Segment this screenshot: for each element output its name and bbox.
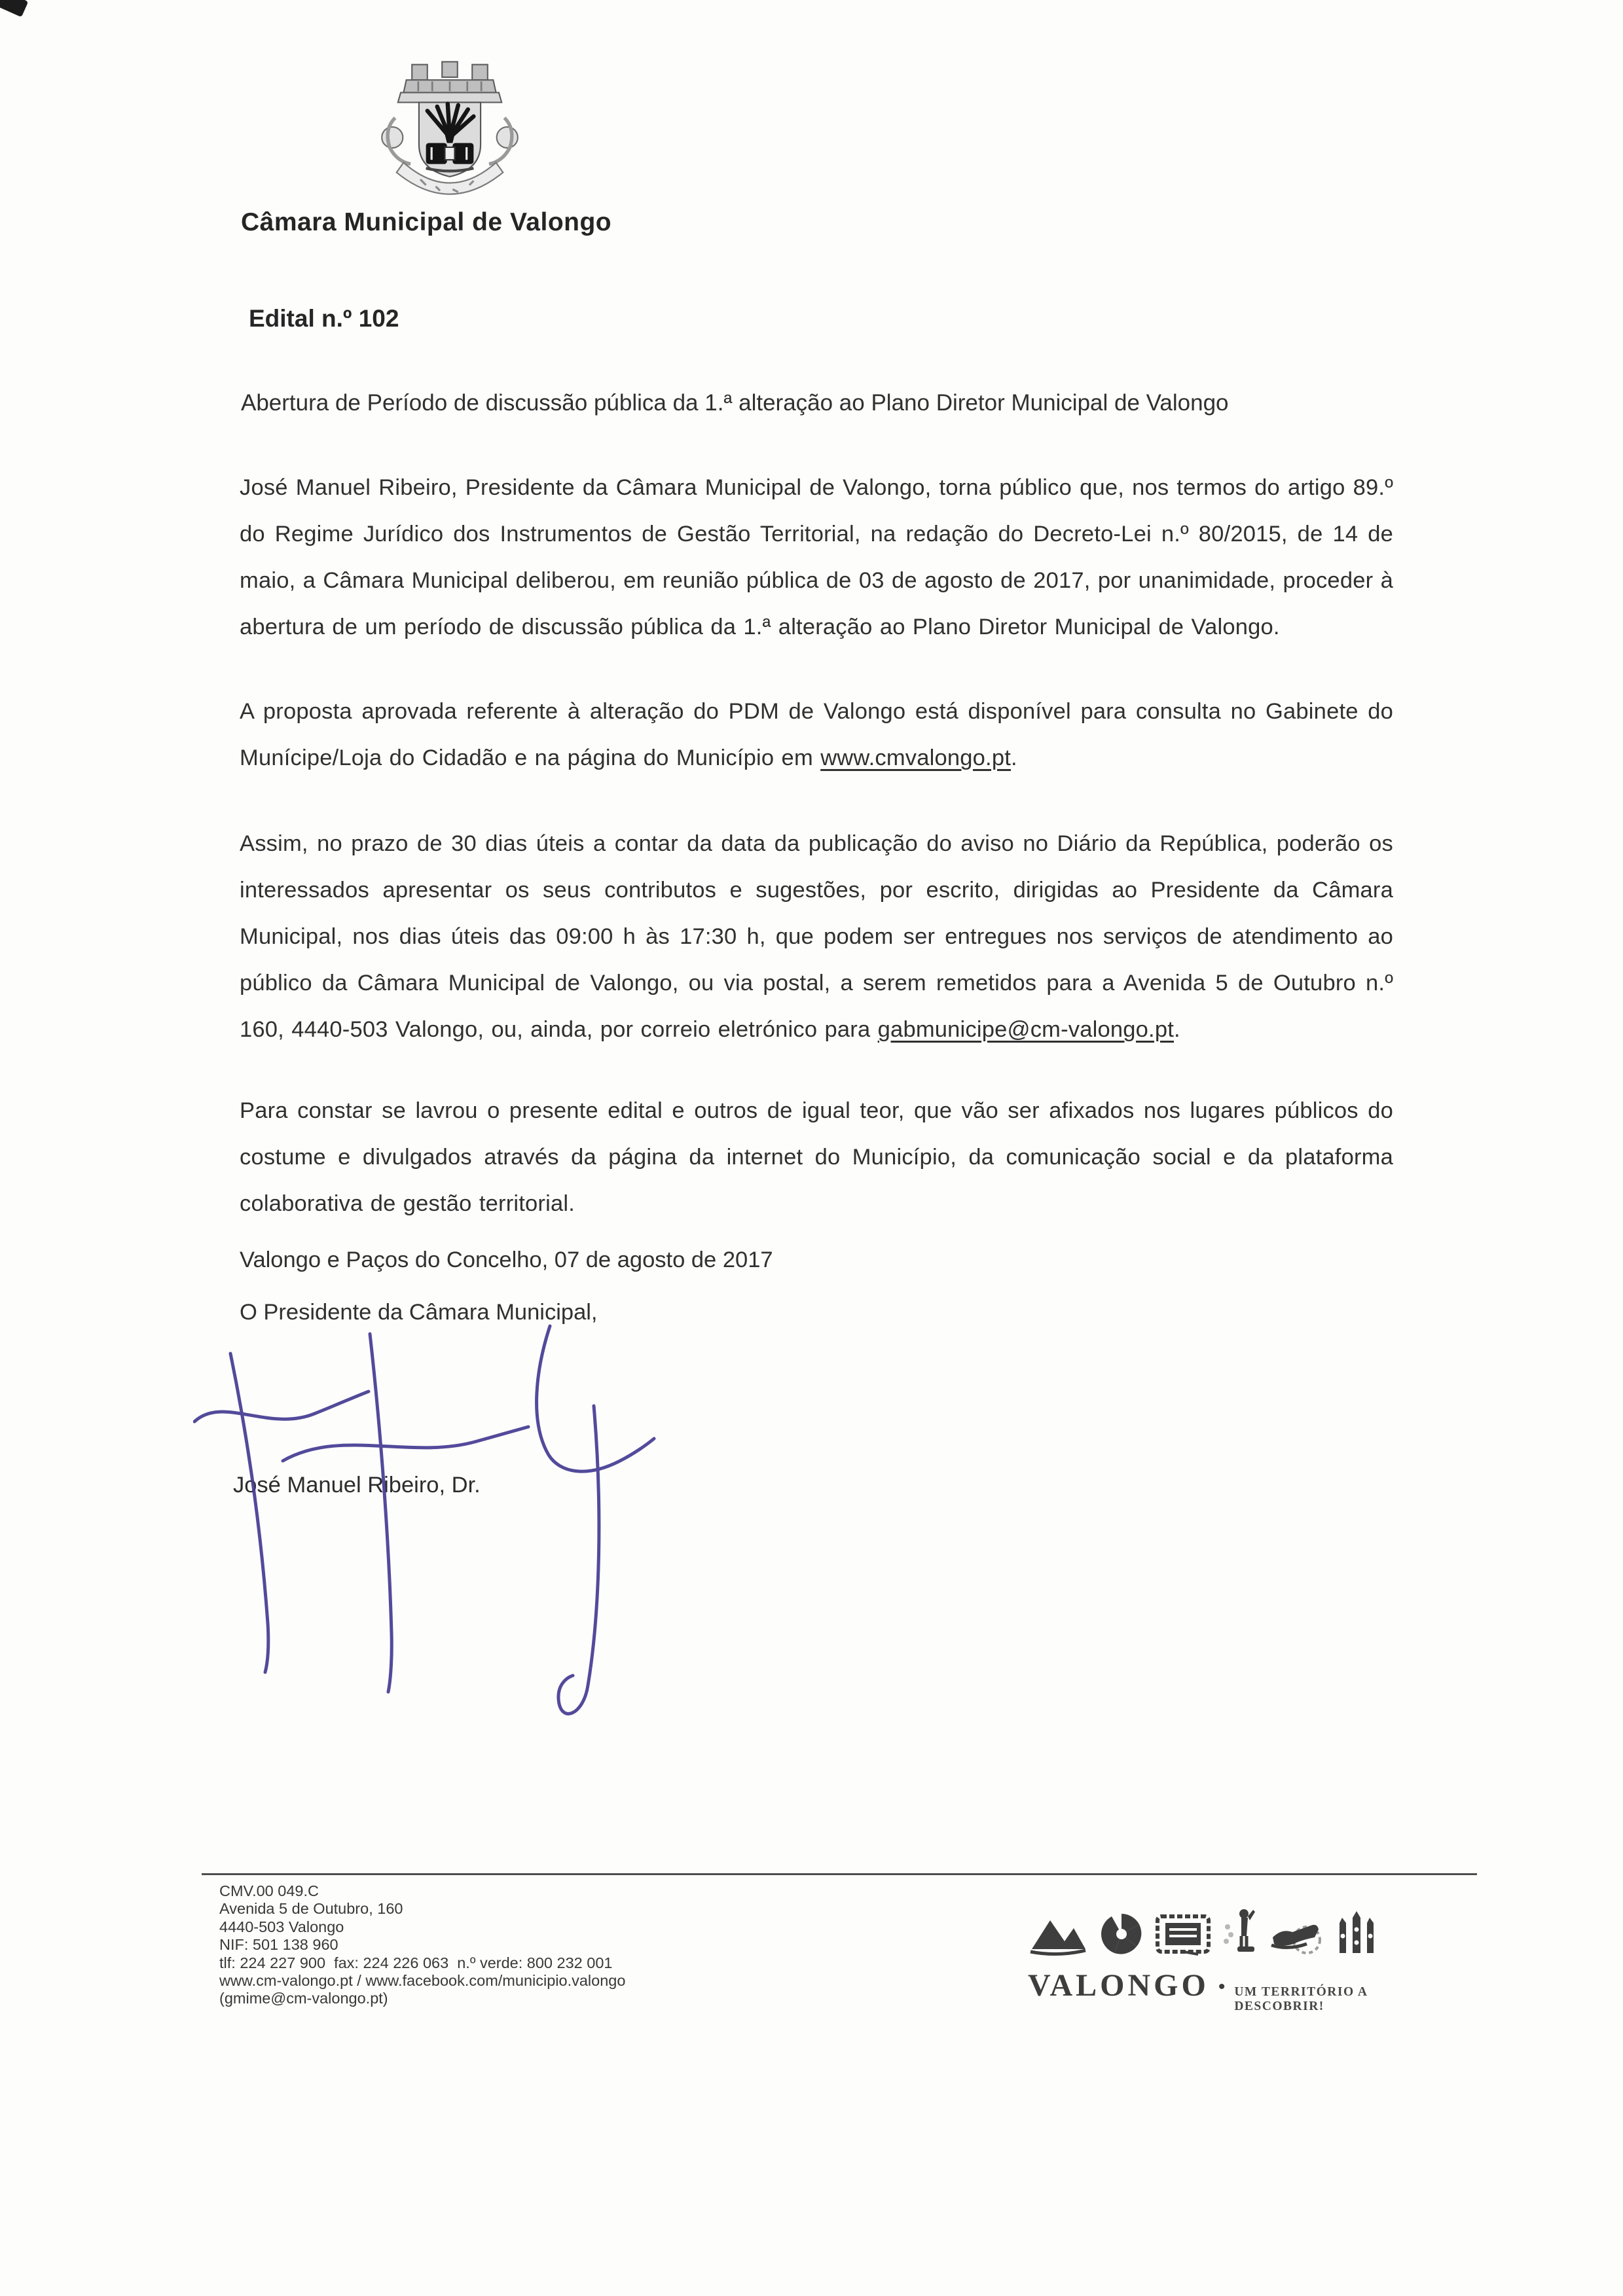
paragraph-4: Para constar se lavrou o presente edital e outros de igual teor, que vão ser afixados nos lugares públicos do costume e divulgados através da página da internet do Município, da comunicação social e da plataforma colaborativa de gestão territorial. (240, 1098, 1393, 1216)
brand-slogan: UM TERRITÓRIO A DESCOBRIR! (1234, 1985, 1368, 2013)
paragraph-2 (240, 689, 1393, 781)
footer-info-block (219, 1882, 625, 2008)
org-name: Câmara Municipal de Valongo (241, 208, 612, 236)
paragraph-3-text: Assim, no prazo de 30 dias úteis a contar da data da publicação do aviso no Diário da República, poderão os interessados apresentar os seus contributos e sugestões, por escrito, dirigidas ao Presidente da Câmara Municipal, nos dias úteis das 09:00 h às 17:30 h, que podem ser entregues nos serviços de atendimento ao público da Câmara Municipal de Valongo, ou via postal, a serem remetidos para a Avenida 5 de Outubro n.º 160, 4440-503 Valongo, ou, ainda, por correio eletrónico para (240, 831, 1393, 1042)
brand-name: VALONGO (1028, 1968, 1209, 2003)
paragraph-1: José Manuel Ribeiro, Presidente da Câmara Municipal de Valongo, torna público que, nos termos do artigo 89.º do Regime Jurídico dos Instrumentos de Gestão Territorial, na redação do Decreto-Lei n.º 80/2015, de 14 de maio, a Câmara Municipal deliberou, em reunião pública de 03 de agosto de 2017, por unanimidade, proceder à abertura de um período de discussão pública da 1.ª alteração ao Plano Diretor Municipal de Valongo. (240, 475, 1393, 639)
footer-contacts: tlf: 224 227 900 fax: 224 226 063 n.º verde: 800 232 001 (219, 1954, 613, 1971)
footer-address2: 4440-503 Valongo (219, 1918, 344, 1935)
date-line: Valongo e Paços do Concelho, 07 de agosto de 2017 (240, 1247, 773, 1272)
brand-row (1028, 1967, 1421, 2014)
boot-icon (1269, 1911, 1325, 1957)
signature-ink (193, 1322, 658, 1744)
footer-websites: www.cm-valongo.pt / www.facebook.com/municipio.valongo (219, 1972, 626, 1990)
signatory-name: José Manuel Ribeiro, Dr. (233, 1473, 481, 1498)
paragraph-3 (240, 821, 1393, 1053)
paragraph-2-text: A proposta aprovada referente à alteração do PDM de Valongo está disponível para consulta no Gabinete do Munícipe/Loja do Cidadão e na página do Município em (240, 699, 1393, 770)
edital-number: Edital n.º 102 (249, 305, 399, 332)
scan-artifact (0, 0, 28, 17)
footer-email: (gmime@cm-valongo.pt) (219, 1990, 388, 2007)
footer-divider (202, 1873, 1477, 1875)
paragraph-3-period: . (1174, 1017, 1180, 1042)
document-title: Abertura de Período de discussão pública da 1.ª alteração ao Plano Diretor Municipal de Valongo (241, 390, 1229, 416)
paragraph-2-period: . (1011, 745, 1017, 770)
website-link[interactable]: www.cmvalongo.pt (820, 745, 1012, 770)
hills-icon (1028, 1911, 1088, 1957)
municipal-crest (380, 59, 520, 207)
statue-icon (1222, 1907, 1258, 1957)
brand-zone (1028, 1903, 1421, 2014)
signature-title: O Presidente da Câmara Municipal, (240, 1300, 598, 1325)
footer-nif: NIF: 501 138 960 (219, 1936, 338, 1954)
frame-icon (1155, 1914, 1211, 1957)
swirl-icon (1099, 1911, 1144, 1957)
email-link[interactable]: gabmunicipe@cm-valongo.pt (877, 1017, 1175, 1042)
footer-address1: Avenida 5 de Outubro, 160 (219, 1900, 403, 1918)
footer-doc-code: CMV.00 049.C (219, 1882, 319, 1899)
brand-separator: • (1218, 1976, 1226, 1998)
brand-icons-row (1028, 1903, 1421, 1957)
towers-icon (1336, 1910, 1377, 1957)
